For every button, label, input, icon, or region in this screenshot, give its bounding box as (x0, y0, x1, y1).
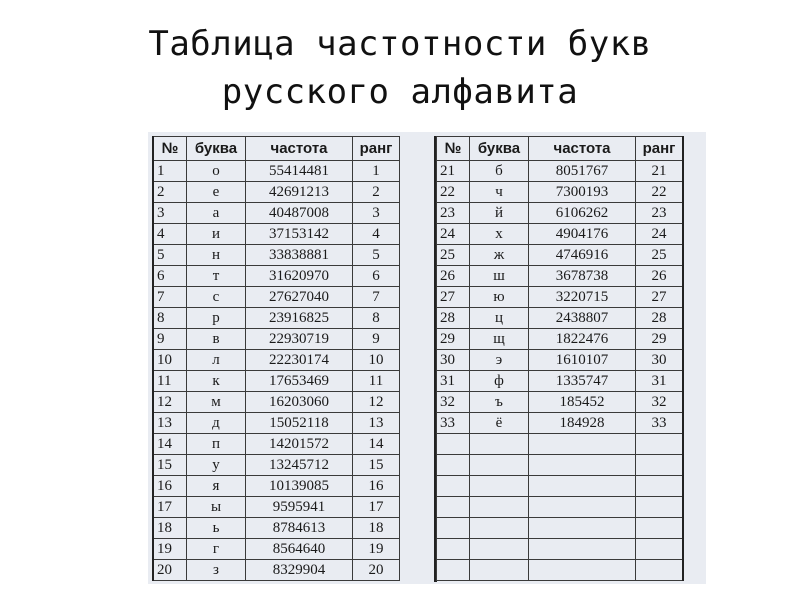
cell-frequency (529, 455, 636, 476)
cell-letter: ж (470, 245, 529, 266)
cell-letter: т (187, 266, 246, 287)
cell-frequency: 6106262 (529, 203, 636, 224)
cell-num: 19 (153, 539, 187, 560)
cell-num: 33 (437, 413, 470, 434)
cell-frequency: 4904176 (529, 224, 636, 245)
cell-frequency: 55414481 (246, 161, 353, 182)
cell-frequency: 15052118 (246, 413, 353, 434)
table-row (153, 371, 400, 392)
cell-frequency: 184928 (529, 413, 636, 434)
cell-rank: 25 (636, 245, 684, 266)
table-body-right (437, 161, 684, 581)
cell-rank: 20 (353, 560, 400, 581)
table-row (153, 182, 400, 203)
cell-num: 11 (153, 371, 187, 392)
table-row (153, 287, 400, 308)
cell-rank: 14 (353, 434, 400, 455)
cell-num: 1 (153, 161, 187, 182)
table-row (153, 329, 400, 350)
cell-num: 25 (437, 245, 470, 266)
cell-letter (470, 476, 529, 497)
cell-rank: 18 (353, 518, 400, 539)
cell-num: 2 (153, 182, 187, 203)
cell-rank: 32 (636, 392, 684, 413)
cell-frequency: 23916825 (246, 308, 353, 329)
cell-num: 20 (153, 560, 187, 581)
table-row (437, 518, 684, 539)
cell-letter (470, 518, 529, 539)
cell-num: 18 (153, 518, 187, 539)
cell-letter: з (187, 560, 246, 581)
header-num: № (437, 137, 470, 161)
cell-letter: щ (470, 329, 529, 350)
cell-num: 27 (437, 287, 470, 308)
cell-letter (470, 560, 529, 581)
cell-letter: а (187, 203, 246, 224)
cell-num: 26 (437, 266, 470, 287)
cell-frequency: 22930719 (246, 329, 353, 350)
table-row (153, 455, 400, 476)
cell-rank: 4 (353, 224, 400, 245)
cell-letter: б (470, 161, 529, 182)
cell-letter: х (470, 224, 529, 245)
cell-rank: 2 (353, 182, 400, 203)
cell-rank (636, 518, 684, 539)
cell-frequency: 37153142 (246, 224, 353, 245)
title-line-1: Таблица частотности букв (148, 24, 652, 64)
cell-frequency: 33838881 (246, 245, 353, 266)
table-row (153, 518, 400, 539)
header-frequency: частота (529, 137, 636, 161)
table-row (153, 161, 400, 182)
cell-num: 9 (153, 329, 187, 350)
cell-frequency (529, 560, 636, 581)
cell-rank: 5 (353, 245, 400, 266)
cell-num: 22 (437, 182, 470, 203)
cell-rank: 3 (353, 203, 400, 224)
cell-letter: ч (470, 182, 529, 203)
cell-num: 29 (437, 329, 470, 350)
cell-num: 21 (437, 161, 470, 182)
cell-letter: к (187, 371, 246, 392)
table-row (153, 266, 400, 287)
table-row (437, 266, 684, 287)
cell-frequency (529, 476, 636, 497)
cell-num: 3 (153, 203, 187, 224)
cell-rank: 1 (353, 161, 400, 182)
cell-rank: 9 (353, 329, 400, 350)
cell-rank (636, 497, 684, 518)
cell-frequency (529, 518, 636, 539)
cell-rank: 21 (636, 161, 684, 182)
cell-rank: 7 (353, 287, 400, 308)
table-row (437, 392, 684, 413)
table-row (153, 560, 400, 581)
cell-rank: 17 (353, 497, 400, 518)
cell-frequency (529, 434, 636, 455)
cell-num: 5 (153, 245, 187, 266)
frequency-table-image (148, 132, 706, 584)
cell-num: 31 (437, 371, 470, 392)
table-row (153, 434, 400, 455)
cell-frequency: 1610107 (529, 350, 636, 371)
title-line-2: русского алфавита (221, 72, 579, 112)
cell-rank (636, 560, 684, 581)
cell-rank: 10 (353, 350, 400, 371)
cell-frequency: 4746916 (529, 245, 636, 266)
table-row (153, 413, 400, 434)
cell-num: 12 (153, 392, 187, 413)
cell-frequency: 42691213 (246, 182, 353, 203)
cell-rank (636, 455, 684, 476)
cell-num: 14 (153, 434, 187, 455)
cell-rank: 6 (353, 266, 400, 287)
cell-letter: ё (470, 413, 529, 434)
cell-num (437, 497, 470, 518)
cell-letter (470, 497, 529, 518)
cell-num: 8 (153, 308, 187, 329)
cell-letter: г (187, 539, 246, 560)
cell-letter: д (187, 413, 246, 434)
cell-rank (636, 434, 684, 455)
cell-num: 7 (153, 287, 187, 308)
cell-num: 6 (153, 266, 187, 287)
cell-frequency: 14201572 (246, 434, 353, 455)
table-row (153, 203, 400, 224)
table-row (153, 539, 400, 560)
cell-frequency: 10139085 (246, 476, 353, 497)
cell-letter: в (187, 329, 246, 350)
cell-num: 16 (153, 476, 187, 497)
cell-num (437, 539, 470, 560)
table-row (437, 434, 684, 455)
cell-letter: м (187, 392, 246, 413)
cell-frequency: 8051767 (529, 161, 636, 182)
cell-frequency: 8329904 (246, 560, 353, 581)
cell-letter: ъ (470, 392, 529, 413)
table-body-left (153, 161, 400, 581)
cell-rank: 11 (353, 371, 400, 392)
cell-letter: п (187, 434, 246, 455)
cell-frequency: 3678738 (529, 266, 636, 287)
cell-num (437, 560, 470, 581)
table-row (437, 413, 684, 434)
cell-rank: 29 (636, 329, 684, 350)
header-frequency: частота (246, 137, 353, 161)
cell-num: 4 (153, 224, 187, 245)
cell-num: 23 (437, 203, 470, 224)
table-row (437, 182, 684, 203)
header-rank: ранг (636, 137, 684, 161)
table-row (153, 392, 400, 413)
cell-letter: я (187, 476, 246, 497)
cell-rank: 27 (636, 287, 684, 308)
cell-num: 17 (153, 497, 187, 518)
cell-frequency: 8784613 (246, 518, 353, 539)
cell-letter (470, 455, 529, 476)
table-row (437, 476, 684, 497)
cell-frequency: 22230174 (246, 350, 353, 371)
cell-rank (636, 476, 684, 497)
cell-frequency: 1335747 (529, 371, 636, 392)
header-letter: буква (187, 137, 246, 161)
table-row (153, 224, 400, 245)
cell-letter: ь (187, 518, 246, 539)
cell-letter: ш (470, 266, 529, 287)
table-header-row (437, 137, 684, 161)
cell-letter: с (187, 287, 246, 308)
cell-letter: н (187, 245, 246, 266)
cell-frequency: 7300193 (529, 182, 636, 203)
table-row (437, 203, 684, 224)
cell-letter: ц (470, 308, 529, 329)
header-rank: ранг (353, 137, 400, 161)
table-row (437, 245, 684, 266)
cell-frequency: 9595941 (246, 497, 353, 518)
cell-letter: ю (470, 287, 529, 308)
cell-frequency: 16203060 (246, 392, 353, 413)
cell-rank: 15 (353, 455, 400, 476)
table-row (153, 476, 400, 497)
cell-num: 32 (437, 392, 470, 413)
cell-letter: у (187, 455, 246, 476)
header-letter: буква (470, 137, 529, 161)
cell-letter (470, 434, 529, 455)
cell-letter: и (187, 224, 246, 245)
table-row (153, 245, 400, 266)
table-row (437, 161, 684, 182)
table-row (437, 497, 684, 518)
table-row (437, 287, 684, 308)
cell-rank: 8 (353, 308, 400, 329)
table-row (437, 560, 684, 581)
cell-frequency: 8564640 (246, 539, 353, 560)
cell-rank: 19 (353, 539, 400, 560)
cell-num: 30 (437, 350, 470, 371)
table-row (153, 497, 400, 518)
cell-rank: 30 (636, 350, 684, 371)
cell-rank: 23 (636, 203, 684, 224)
cell-num: 13 (153, 413, 187, 434)
cell-letter: л (187, 350, 246, 371)
cell-num: 28 (437, 308, 470, 329)
table-row (153, 350, 400, 371)
cell-rank: 28 (636, 308, 684, 329)
cell-frequency: 31620970 (246, 266, 353, 287)
cell-num (437, 518, 470, 539)
cell-frequency: 40487008 (246, 203, 353, 224)
cell-num: 24 (437, 224, 470, 245)
cell-letter: р (187, 308, 246, 329)
cell-frequency: 2438807 (529, 308, 636, 329)
cell-rank: 13 (353, 413, 400, 434)
cell-frequency: 3220715 (529, 287, 636, 308)
cell-rank: 12 (353, 392, 400, 413)
cell-letter: э (470, 350, 529, 371)
cell-letter: о (187, 161, 246, 182)
table-row (437, 329, 684, 350)
cell-rank: 16 (353, 476, 400, 497)
frequency-table-left (152, 136, 400, 581)
table-row (153, 308, 400, 329)
cell-frequency (529, 539, 636, 560)
cell-num: 10 (153, 350, 187, 371)
cell-rank: 22 (636, 182, 684, 203)
cell-rank: 24 (636, 224, 684, 245)
page-title (0, 20, 800, 116)
cell-rank: 31 (636, 371, 684, 392)
cell-letter: ы (187, 497, 246, 518)
cell-frequency (529, 497, 636, 518)
cell-letter: й (470, 203, 529, 224)
cell-num (437, 434, 470, 455)
cell-num (437, 455, 470, 476)
cell-frequency: 13245712 (246, 455, 353, 476)
table-row (437, 371, 684, 392)
header-num: № (153, 137, 187, 161)
cell-rank: 33 (636, 413, 684, 434)
cell-num: 15 (153, 455, 187, 476)
table-header-row (153, 137, 400, 161)
cell-letter: е (187, 182, 246, 203)
frequency-table-right (436, 136, 684, 581)
table-row (437, 539, 684, 560)
table-row (437, 455, 684, 476)
table-row (437, 224, 684, 245)
cell-rank: 26 (636, 266, 684, 287)
cell-num (437, 476, 470, 497)
cell-letter: ф (470, 371, 529, 392)
cell-frequency: 185452 (529, 392, 636, 413)
cell-letter (470, 539, 529, 560)
cell-frequency: 27627040 (246, 287, 353, 308)
table-row (437, 350, 684, 371)
cell-frequency: 17653469 (246, 371, 353, 392)
cell-frequency: 1822476 (529, 329, 636, 350)
cell-rank (636, 539, 684, 560)
table-row (437, 308, 684, 329)
